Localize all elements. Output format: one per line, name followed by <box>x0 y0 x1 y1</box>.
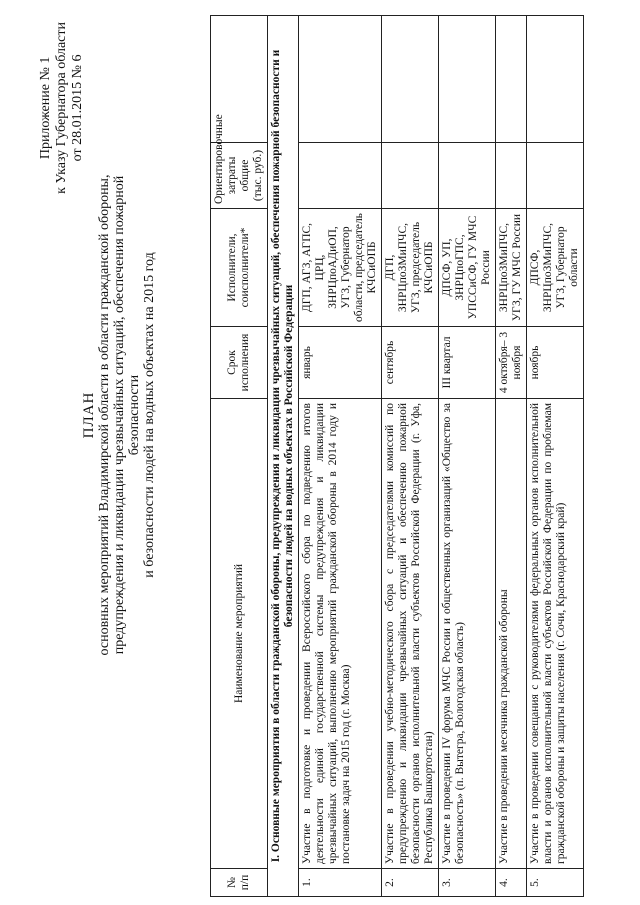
row-exec: ДПСФ, ЗНРЦпоЗМиПЧС, УГЗ, Губернатор области <box>527 209 584 327</box>
section-row <box>268 16 299 897</box>
section-title: I. Основные мероприятия в области гражданской обороны, предупреждения и ликвидации чрезвычайных ситуаций, обеспечения пожарной безопасности и безопасности людей на водных объектах в Российской Федерации <box>268 16 299 897</box>
title-line-2: предупреждения и ликвидации чрезвычайных ситуаций, обеспечения пожарной безопасности <box>112 175 142 655</box>
title-line-1: основных мероприятий Владимирской области в области гражданской обороны, <box>97 174 112 656</box>
row-extra <box>527 16 584 143</box>
row-term: сентябрь <box>382 327 439 399</box>
table-header-row <box>211 16 268 897</box>
row-exec: ЗНРЦпоЗМиПЧС, УГЗ, ГУ МЧС России <box>496 209 527 327</box>
header-cost: Ориентировочные затраты общие (тыс. руб.) <box>211 143 268 209</box>
header-name: Наименование мероприятий <box>211 399 268 869</box>
title-main: ПЛАН <box>81 391 97 439</box>
appendix-header <box>38 22 86 194</box>
row-name: Участие в проведении совещания с руководителями федеральных органов исполнительной власти и органов исполнительной власти субъектов Российской Федерации по проблемам гражданской обороны и защиты населения (г. Сочи, Краснодарский край) <box>527 399 584 869</box>
appendix-number: Приложение № 1 <box>38 56 53 160</box>
row-cost <box>496 143 527 209</box>
document-title <box>82 135 157 695</box>
row-term: январь <box>299 327 382 399</box>
plan-table <box>210 15 584 897</box>
row-exec: ДГП, ЗНРЦпоЗМиПЧС, УГЗ, председатель КЧСиОПБ <box>382 209 439 327</box>
row-name: Участие в проведении IV форума МЧС России и общественных организаций «Общество за безопасность» (п. Вытегра, Вологодская область) <box>439 399 496 869</box>
row-term: 4 октября– 3 ноября <box>496 327 527 399</box>
row-cost <box>439 143 496 209</box>
table-row <box>382 16 439 897</box>
table-row <box>527 16 584 897</box>
row-term: ноябрь <box>527 327 584 399</box>
row-name: Участие в подготовке и проведении Всероссийского сбора по подведению итогов деятельности единой государственной системы предупреждения и ликвидации чрезвычайных ситуаций, выполнению мероприятий гражданской обороны в 2014 году и постановке задач на 2015 год (г. Москва) <box>299 399 382 869</box>
header-term: Срок исполнения <box>211 327 268 399</box>
row-cost <box>527 143 584 209</box>
title-line-3: и безопасности людей на водных объектах на 2015 год <box>142 252 157 578</box>
header-num: № п/п <box>211 869 268 897</box>
row-extra <box>496 16 527 143</box>
row-name: Участие в проведении месячника гражданской обороны <box>496 399 527 869</box>
header-exec: Исполнители, соисполнители* <box>211 209 268 327</box>
row-term: III квартал <box>439 327 496 399</box>
table-row <box>496 16 527 897</box>
row-extra <box>382 16 439 143</box>
row-cost <box>299 143 382 209</box>
row-num: 1. <box>299 869 382 897</box>
row-num: 5. <box>527 869 584 897</box>
appendix-date: от 28.01.2015 № 6 <box>70 54 85 162</box>
row-extra <box>439 16 496 143</box>
row-exec: ДГП, АГЗ, АГПС, ЦРЦ, ЗНРЦпоАДиОП, УГЗ, Губернатор области, председатель КЧСиОПБ <box>299 209 382 327</box>
row-extra <box>299 16 382 143</box>
row-name: Участие в проведении учебно-методического сбора с председателями комиссий по предупреждению и ликвидации чрезвычайных ситуаций и обеспечению пожарной безопасности органов исполнительной власти субъектов Российской Федерации (г. Уфа, Республика Башкортостан) <box>382 399 439 869</box>
row-cost <box>382 143 439 209</box>
table-row <box>439 16 496 897</box>
row-num: 2. <box>382 869 439 897</box>
table-row <box>299 16 382 897</box>
row-num: 4. <box>496 869 527 897</box>
appendix-decree: к Указу Губернатора области <box>54 22 69 194</box>
row-exec: ДПСФ, УП, ЗНРЦпоГПС, УПССиСФ, ГУ МЧС России <box>439 209 496 327</box>
row-num: 3. <box>439 869 496 897</box>
